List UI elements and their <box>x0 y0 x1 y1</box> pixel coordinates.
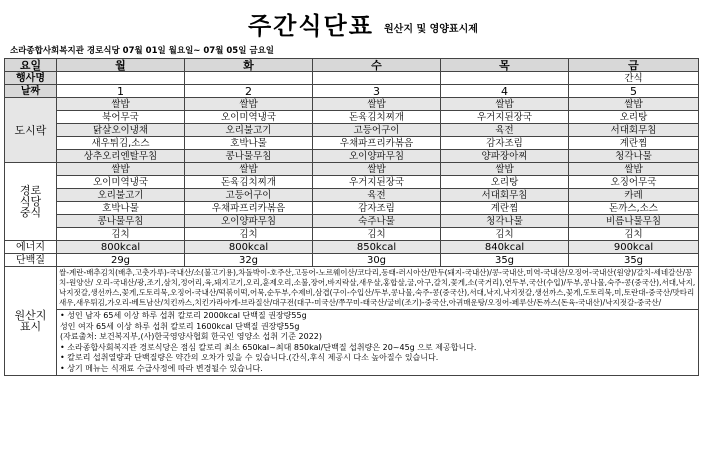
energy-cell: 850kcal <box>313 241 441 254</box>
menu-cell: 카레 <box>569 189 699 202</box>
day-header-label: 요일 <box>5 59 57 72</box>
menu-cell: 새우튀김,소스 <box>57 137 185 150</box>
note-line: • 소라종합사회복지관 경로식당은 점심 칼로리 최소 650kal~최대 850kal/단백질 섭취량은 20~45g 으로 제공합니다. <box>60 342 477 352</box>
weekly-menu-table <box>4 58 699 376</box>
senior-row <box>5 189 699 202</box>
menu-cell: 감자조림 <box>313 202 441 215</box>
origin-row <box>5 267 699 310</box>
protein-cell: 35g <box>569 254 699 267</box>
senior-row <box>5 215 699 228</box>
nutrition-notes <box>57 310 699 376</box>
protein-cell: 30g <box>313 254 441 267</box>
menu-cell: 닭살오이냉채 <box>57 124 185 137</box>
origin-label-line: 원산지 <box>14 309 47 322</box>
menu-cell: 쌀밥 <box>441 163 569 176</box>
event-cell <box>313 72 441 85</box>
page-subtitle: 원산지 및 영양표시제 <box>384 24 478 35</box>
menu-cell: 양파장아찌 <box>441 150 569 163</box>
senior-row <box>5 163 699 176</box>
date-cell: 1 <box>57 85 185 98</box>
menu-cell: 오이양파무침 <box>313 150 441 163</box>
menu-cell: 쌀밥 <box>313 163 441 176</box>
menu-cell: 숙주나물 <box>313 215 441 228</box>
menu-cell: 쌀밥 <box>185 163 313 176</box>
menu-cell: 오징어무국 <box>569 176 699 189</box>
origin-label <box>5 267 57 376</box>
menu-cell: 우거지된장국 <box>441 111 569 124</box>
senior-label-line: 경로 <box>19 184 42 197</box>
menu-cell: 오이미역냉국 <box>57 176 185 189</box>
senior-row <box>5 202 699 215</box>
event-cell: 간식 <box>569 72 699 85</box>
day-fri: 금 <box>569 59 699 72</box>
energy-label: 에너지 <box>5 241 57 254</box>
menu-cell: 서대회무침 <box>441 189 569 202</box>
protein-cell: 29g <box>57 254 185 267</box>
menu-cell: 쌀밥 <box>441 98 569 111</box>
menu-cell: 오리불고기 <box>57 189 185 202</box>
senior-row <box>5 228 699 241</box>
menu-cell: 오리탕 <box>569 111 699 124</box>
lunchbox-row <box>5 137 699 150</box>
menu-cell: 쌀밥 <box>313 98 441 111</box>
menu-cell: 콩나물무침 <box>185 150 313 163</box>
day-wed: 수 <box>313 59 441 72</box>
notes-row <box>5 310 699 376</box>
date-row <box>5 85 699 98</box>
lunchbox-label: 도시락 <box>5 98 57 163</box>
lunchbox-row <box>5 150 699 163</box>
note-line: • 상기 메뉴는 식재료 수급사정에 따라 변경될수 있습니다. <box>60 363 263 373</box>
menu-cell: 상추오리엔탈무침 <box>57 150 185 163</box>
menu-cell: 계란찜 <box>569 137 699 150</box>
event-cell <box>441 72 569 85</box>
energy-row <box>5 241 699 254</box>
date-cell: 2 <box>185 85 313 98</box>
menu-cell: 비름나물무침 <box>569 215 699 228</box>
lunchbox-row <box>5 98 699 111</box>
menu-cell: 우채파프리카볶음 <box>185 202 313 215</box>
menu-cell: 감자조림 <box>441 137 569 150</box>
menu-cell: 청각나물 <box>569 150 699 163</box>
menu-cell: 오리탕 <box>441 176 569 189</box>
menu-cell: 우채파프리카볶음 <box>313 137 441 150</box>
date-label: 날짜 <box>5 85 57 98</box>
menu-cell: 오이미역냉국 <box>185 111 313 124</box>
date-cell: 3 <box>313 85 441 98</box>
day-header-row <box>5 59 699 72</box>
menu-cell: 육전 <box>313 189 441 202</box>
menu-cell: 김치 <box>313 228 441 241</box>
menu-cell: 쌀밥 <box>57 98 185 111</box>
event-cell <box>57 72 185 85</box>
event-row <box>5 72 699 85</box>
menu-cell: 쌀밥 <box>185 98 313 111</box>
protein-label: 단백질 <box>5 254 57 267</box>
senior-label <box>5 163 57 241</box>
day-tue: 화 <box>185 59 313 72</box>
menu-cell: 김치 <box>57 228 185 241</box>
menu-cell: 오이양파무침 <box>185 215 313 228</box>
senior-label-line: 식당 <box>19 195 42 208</box>
menu-cell: 계란찜 <box>441 202 569 215</box>
date-cell: 5 <box>569 85 699 98</box>
day-mon: 월 <box>57 59 185 72</box>
energy-cell: 840kcal <box>441 241 569 254</box>
menu-cell: 호박나물 <box>185 137 313 150</box>
menu-cell: 돈육김치찌개 <box>313 111 441 124</box>
origin-text: 쌀-계란-배추김치(배추,고춧가루)-국내산/소(불고기용),차돌박이-호주산,고등어-노르웨이산/코다리,동태-러시아산/만두(돼지-국내산)/콩-국내산,미역-국내산/오징어-국내산(원양)/갈치-세네갈산/꽁치-원양산/ 오리-국내산/광,조기,삼치,정어리,육,돼지고기,오리,훈제오리,소불,장어,바지락살,새우살,홍합살,굴,아구,갈치,꽃게,소(국거리),연두부,국산(수입)/두부,콩나물,숙주-콩(중국산),서대,낙지,낙지젓갈,생선까스,꽃게,도토리묵,오징어-국내산/떡볶이떡,어묵,순두부,수제비,삼겹(구이-수입산/두부,콩나물,숙주-콩(중국산),서대,낙지,낙지젓갈,생선까스,꽃게,도토리묵,미,토란대-중국산/맛타리새우,새우튀김,가오리-베트남산/치킨까스,치킨가라아게-브라질산/대구전(대구-미국산/쭈꾸미-태국산/굴비(조기)-중국산,아귀매운탕/오징어-페루산/돈까스(돈육-국내산)/낙지젓갈-중국산/ <box>57 267 699 310</box>
protein-cell: 35g <box>441 254 569 267</box>
origin-label-line: 표시 <box>19 320 42 333</box>
menu-cell: 호박나물 <box>57 202 185 215</box>
title-area <box>0 6 702 40</box>
menu-cell: 고등어구이 <box>313 124 441 137</box>
energy-cell: 800kcal <box>185 241 313 254</box>
lunchbox-row <box>5 124 699 137</box>
event-label: 행사명 <box>5 72 57 85</box>
note-line: • 칼로리 섭취열량과 단백질량은 약간의 오차가 있을 수 있습니다.(간식,후식 제공시 다소 높아질수 있습니다. <box>60 353 439 362</box>
menu-period: 소라종합사회복지관 경로식당 07월 01일 월요일~ 07월 05일 금요일 <box>10 46 275 56</box>
menu-cell: 김치 <box>185 228 313 241</box>
menu-cell: 돈육김치찌개 <box>185 176 313 189</box>
menu-cell: 고등어구이 <box>185 189 313 202</box>
lunchbox-row <box>5 111 699 124</box>
menu-cell: 쌀밥 <box>569 163 699 176</box>
energy-cell: 800kcal <box>57 241 185 254</box>
event-cell <box>185 72 313 85</box>
date-cell: 4 <box>441 85 569 98</box>
menu-cell: 육전 <box>441 124 569 137</box>
menu-cell: 오리불고기 <box>185 124 313 137</box>
note-line: 성인 여자 65세 이상 하루 섭취 칼로리 1600kcal 단백질 권장량55g <box>60 321 300 331</box>
menu-cell: 콩나물무침 <box>57 215 185 228</box>
note-line: • 성인 남자 65세 이상 하루 섭취 칼로리 2000kcal 단백질 권장량55g <box>60 311 307 320</box>
menu-cell: 쌀밥 <box>569 98 699 111</box>
menu-cell: 청각나물 <box>441 215 569 228</box>
menu-cell: 김치 <box>441 228 569 241</box>
day-thu: 목 <box>441 59 569 72</box>
energy-cell: 900kcal <box>569 241 699 254</box>
senior-row <box>5 176 699 189</box>
menu-cell: 쌀밥 <box>57 163 185 176</box>
menu-cell: 김치 <box>569 228 699 241</box>
senior-label-line: 중식 <box>19 206 42 219</box>
note-line: (자료출처: 보건복지부,(사)한국영양사협회 한국인 영양소 섭취 기준 2022) <box>60 332 322 341</box>
menu-cell: 북어무국 <box>57 111 185 124</box>
page-title: 주간식단표 <box>248 12 374 40</box>
menu-cell: 돈까스,소스 <box>569 202 699 215</box>
protein-cell: 32g <box>185 254 313 267</box>
menu-cell: 우거지된장국 <box>313 176 441 189</box>
menu-cell: 서대회무침 <box>569 124 699 137</box>
protein-row <box>5 254 699 267</box>
